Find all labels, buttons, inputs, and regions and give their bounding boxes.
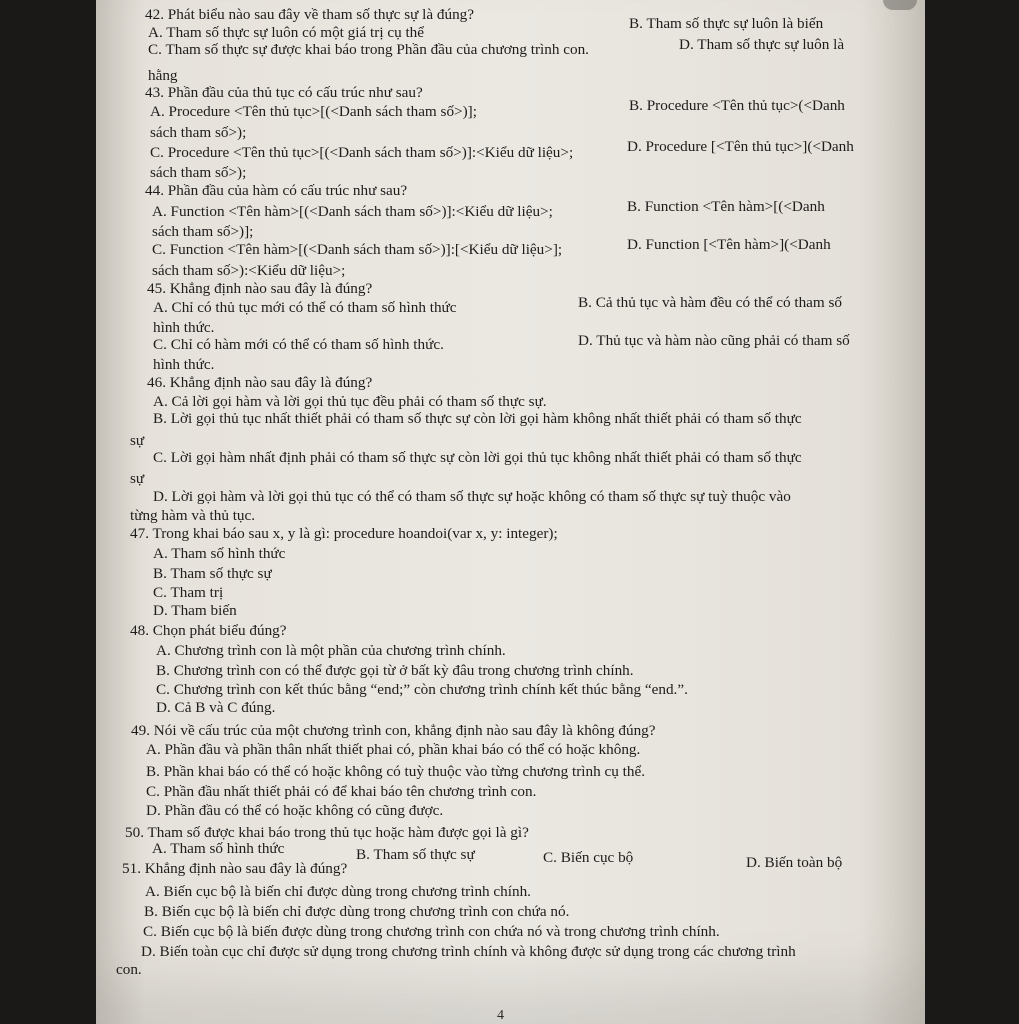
text-line: 43. Phần đầu của thủ tục có cấu trúc như sau? <box>145 84 423 101</box>
text-line: C. Biến cục bộ <box>543 849 634 866</box>
text-line: B. Biến cục bộ là biến chỉ được dùng trong chương trình con chứa nó. <box>144 903 570 920</box>
text-line: A. Function <Tên hàm>[(<Danh sách tham số>)]:<Kiểu dữ liệu>; <box>152 203 553 220</box>
text-line: D. Biến toàn bộ <box>746 854 843 871</box>
text-line: D. Thủ tục và hàm nào cũng phải có tham số <box>578 332 850 349</box>
text-line: D. Tham biến <box>153 602 237 619</box>
text-line: C. Function <Tên hàm>[(<Danh sách tham số>)]:[<Kiểu dữ liệu>]; <box>152 241 563 258</box>
text-line: con. <box>116 961 142 978</box>
text-line: B. Tham số thực sự <box>356 846 475 863</box>
text-line: 44. Phần đầu của hàm có cấu trúc như sau? <box>145 182 408 199</box>
text-line: sự <box>130 432 145 449</box>
text-line: C. Phần đầu nhất thiết phải có để khai báo tên chương trình con. <box>146 783 537 800</box>
text-line: sách tham số>)]; <box>152 223 254 240</box>
text-line: sách tham số>); <box>150 164 247 181</box>
text-line: C. Tham số thực sự được khai báo trong Phần đầu của chương trình con. <box>148 41 589 58</box>
text-line: 47. Trong khai báo sau x, y là gì: procedure hoandoi(var x, y: integer); <box>130 525 558 542</box>
text-line: sách tham số>); <box>150 124 247 141</box>
text-line: D. Cả B và C đúng. <box>156 699 276 716</box>
text-line: B. Function <Tên hàm>[(<Danh <box>627 198 825 215</box>
text-line: 51. Khẳng định nào sau đây là đúng? <box>122 860 348 877</box>
text-line: hằng <box>148 67 178 84</box>
text-line: C. Tham trị <box>153 584 224 601</box>
text-line: A. Biến cục bộ là biến chỉ được dùng trong chương trình chính. <box>145 883 531 900</box>
text-line: D. Function [<Tên hàm>](<Danh <box>627 236 831 253</box>
text-line: A. Procedure <Tên thủ tục>[(<Danh sách tham số>)]; <box>150 103 477 120</box>
text-line: A. Phần đầu và phần thân nhất thiết phai có, phần khai báo có thể có hoặc không. <box>146 741 641 758</box>
text-line: 45. Khẳng định nào sau đây là đúng? <box>147 280 373 297</box>
text-line: sách tham số>):<Kiểu dữ liệu>; <box>152 262 346 279</box>
text-line: C. Chỉ có hàm mới có thể có tham số hình thức. <box>153 336 444 353</box>
page-number: 4 <box>497 1008 504 1023</box>
text-line: 49. Nói về cấu trúc của một chương trình con, khẳng định nào sau đây là không đúng? <box>131 722 656 739</box>
text-line: B. Cả thủ tục và hàm đều có thể có tham số <box>578 294 843 311</box>
text-line: A. Chỉ có thủ tục mới có thể có tham số hình thức <box>153 299 457 316</box>
text-line: D. Phần đầu có thể có hoặc không có cũng được. <box>146 802 444 819</box>
text-line: A. Chương trình con là một phần của chương trình chính. <box>156 642 506 659</box>
text-line: 42. Phát biểu nào sau đây về tham số thực sự là đúng? <box>145 6 475 23</box>
text-line: từng hàm và thủ tục. <box>130 507 256 524</box>
text-line: B. Procedure <Tên thủ tục>(<Danh <box>629 97 845 114</box>
text-line: B. Tham số thực sự luôn là biến <box>629 15 824 32</box>
text-line: C. Biến cục bộ là biến được dùng trong chương trình con chứa nó và trong chương trình chính. <box>143 923 720 940</box>
text-line: C. Chương trình con kết thúc bằng “end;” còn chương trình chính kết thúc bằng “end.”. <box>156 681 688 698</box>
text-line: D. Lời gọi hàm và lời gọi thủ tục có thể có tham số thực sự hoặc không có tham số thực sự tuỳ thuộc vào <box>153 488 791 505</box>
text-line: 46. Khẳng định nào sau đây là đúng? <box>147 374 373 391</box>
text-line: D. Biến toàn cục chỉ được sử dụng trong chương trình chính và không được sử dụng trong các chương trình <box>141 943 796 960</box>
text-line: B. Phần khai báo có thể có hoặc không có tuỳ thuộc vào từng chương trình cụ thể. <box>146 763 645 780</box>
text-line: C. Lời gọi hàm nhất định phải có tham số thực sự còn lời gọi thủ tục không nhất thiết phải có tham số thực <box>153 449 802 466</box>
text-line: B. Lời gọi thủ tục nhất thiết phải có tham số thực sự còn lời gọi hàm không nhất thiết phải có tham số thực <box>153 410 802 427</box>
text-line: A. Tham số thực sự luôn có một giá trị cụ thể <box>148 24 425 41</box>
text-line: B. Chương trình con có thể được gọi từ ở bất kỳ đâu trong chương trình chính. <box>156 662 634 679</box>
text-line: A. Tham số hình thức <box>152 840 285 857</box>
text-line: A. Tham số hình thức <box>153 545 286 562</box>
text-line: sự <box>130 470 145 487</box>
text-line: D. Tham số thực sự luôn là <box>679 36 845 53</box>
text-line: 48. Chọn phát biểu đúng? <box>130 622 287 639</box>
text-line: hình thức. <box>153 356 215 373</box>
text-line: 50. Tham số được khai báo trong thủ tục hoặc hàm được gọi là gì? <box>125 824 529 841</box>
text-line: hình thức. <box>153 319 215 336</box>
text-line: B. Tham số thực sự <box>153 565 272 582</box>
text-line: A. Cả lời gọi hàm và lời gọi thủ tục đều phải có tham số thực sự. <box>153 393 547 410</box>
text-line: C. Procedure <Tên thủ tục>[(<Danh sách tham số>)]:<Kiểu dữ liệu>; <box>150 144 574 161</box>
text-line: D. Procedure [<Tên thủ tục>](<Danh <box>627 138 854 155</box>
